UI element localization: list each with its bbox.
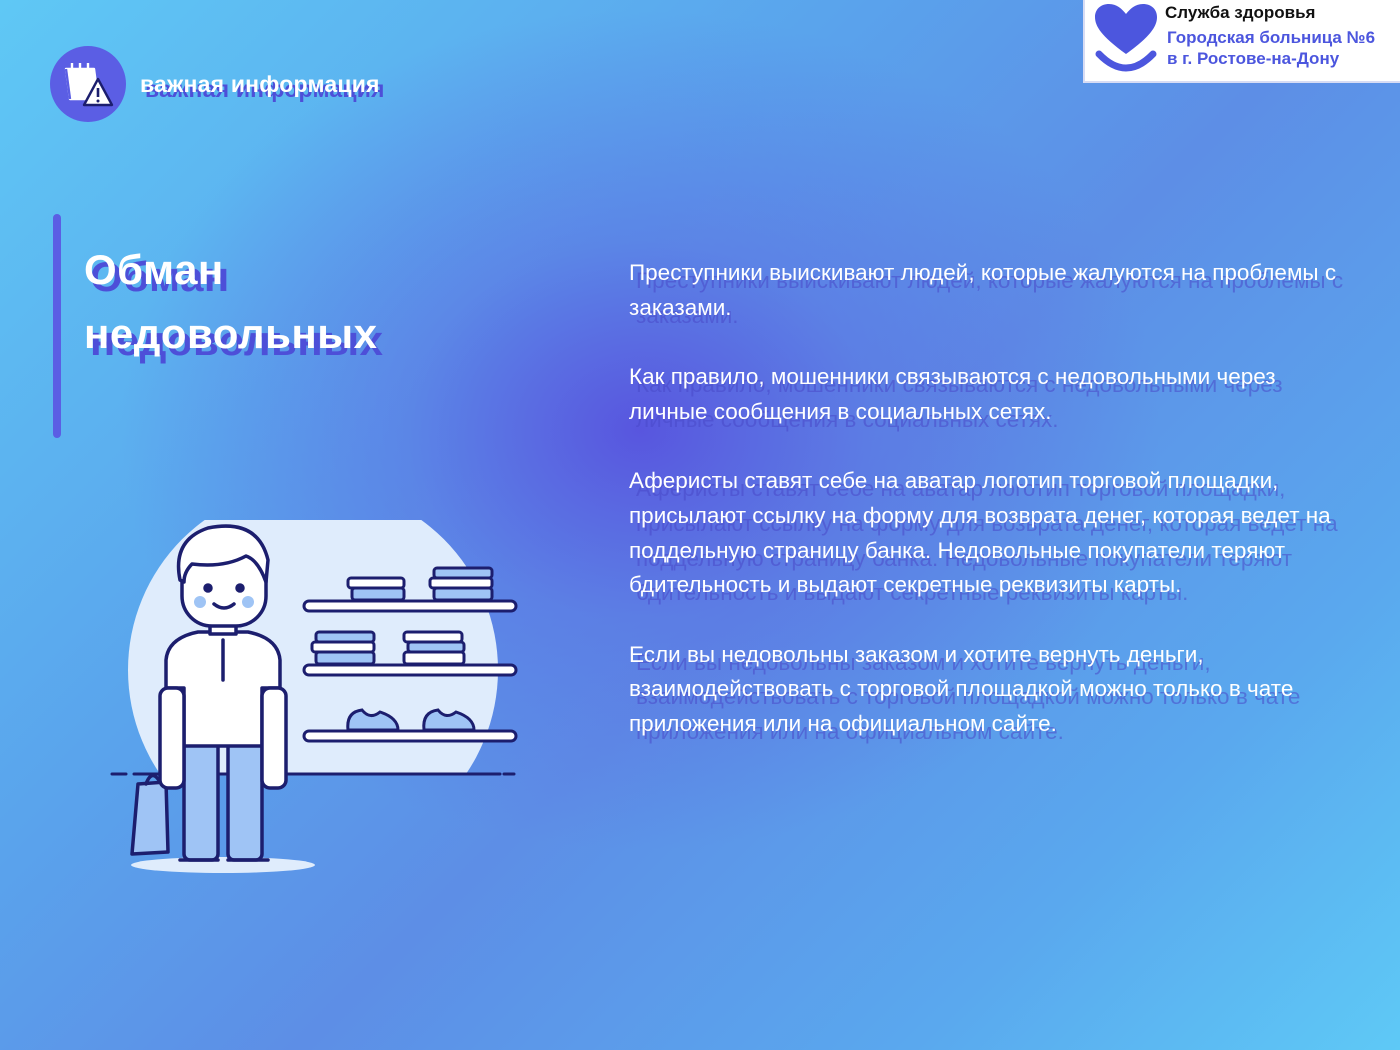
paragraph-3: Аферисты ставят себе на аватар логотип торговой площадки, присылают ссылку на форму для возврата денег, которая ведет на поддельную страницу банка. Недовольные покупатели теряют бдительность и выдают секретные реквизиты карты. xyxy=(629,468,1331,598)
logo-top-text: Служба здоровья xyxy=(1165,3,1316,22)
hospital-logo xyxy=(1083,0,1400,83)
page-title-line2: недовольных xyxy=(84,310,378,357)
page-title-line1: Обман xyxy=(84,246,224,293)
logo-hospital-name: Городская больница №6 xyxy=(1167,28,1376,47)
paragraph-2: Как правило, мошенники связываются с недовольными через личные сообщения в социальных сетях. xyxy=(629,364,1276,424)
logo-hospital-city: в г. Ростове-на-Дону xyxy=(1167,49,1340,68)
paragraph-1: Преступники выискивают людей, которые жалуются на проблемы с заказами. xyxy=(629,260,1337,320)
heart-logo-icon xyxy=(1091,2,1161,78)
shopper-with-shelves-illustration xyxy=(108,520,528,880)
body-text xyxy=(629,256,1359,777)
title-accent-bar xyxy=(53,214,61,438)
header xyxy=(50,46,380,122)
header-title: важная информация xyxy=(140,70,380,97)
page-title xyxy=(84,238,504,366)
paragraph-4: Если вы недовольны заказом и хотите вернуть деньги, взаимодействовать с торговой площадкой можно только в чате приложения или на официальном сайте. xyxy=(629,641,1294,736)
calendar-warning-icon xyxy=(50,46,126,122)
floor-shadow xyxy=(131,857,315,873)
